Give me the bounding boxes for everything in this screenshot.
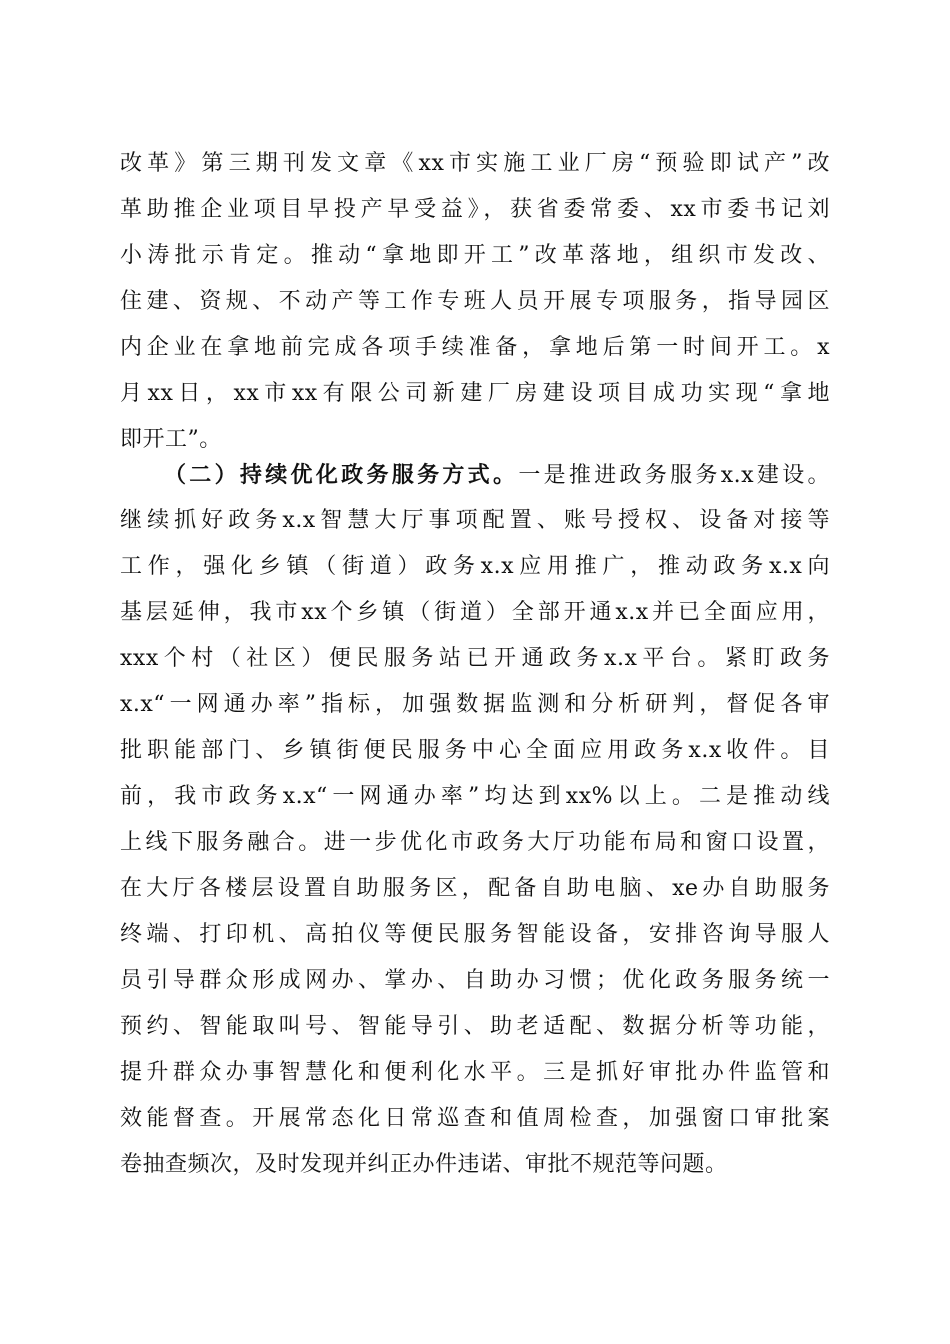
text-line: 效能督查。开展常态化日常巡查和值周检查，加强窗口审批案 — [120, 1106, 830, 1131]
text-line: 即开工”。 — [120, 427, 222, 452]
text-line: 住建、资规、不动产等工作专班人员开展专项服务，指导园区 — [120, 289, 830, 314]
text-line: 预约、智能取叫号、智能导引、助老适配、数据分析等功能， — [120, 1014, 830, 1039]
text-run: 一是推进政务服务x.x建设。 — [518, 463, 830, 488]
text-line: 月xx日，xx市xx有限公司新建厂房建设项目成功实现“拿地 — [120, 381, 830, 406]
text-line: 革助推企业项目早投产早受益》，获省委常委、xx市委书记刘 — [120, 197, 830, 222]
text-line: 继续抓好政务x.x智慧大厅事项配置、账号授权、设备对接等 — [120, 508, 830, 533]
text-line: 卷抽查频次，及时发现并纠正办件违诺、审批不规范等问题。 — [120, 1152, 728, 1177]
paragraph-reform-results — [120, 141, 830, 463]
text-line: 批职能部门、乡镇街便民服务中心全面应用政务x.x收件。目 — [120, 738, 830, 763]
text-line: xxx个村（社区）便民服务站已开通政务x.x平台。紧盯政务 — [120, 646, 830, 671]
text-line: 改革》第三期刊发文章《xx市实施工业厂房“预验即试产”改 — [120, 151, 830, 176]
text-line: 终端、打印机、高拍仪等便民服务智能设备，安排咨询导服人 — [120, 922, 830, 947]
paragraph-government-services — [120, 452, 830, 1188]
text-line: 在大厅各楼层设置自助服务区，配备自助电脑、xe办自助服务 — [120, 876, 830, 901]
text-line: 前，我市政务x.x“一网通办率”均达到xx%以上。二是推动线 — [120, 784, 830, 809]
text-line: 工作，强化乡镇（街道）政务x.x应用推广，推动政务x.x向 — [120, 554, 830, 579]
text-line: x.x“一网通办率”指标，加强数据监测和分析研判，督促各审 — [120, 692, 830, 717]
section-heading: （二）持续优化政务服务方式。 — [164, 462, 519, 488]
paragraph-first-line — [120, 452, 830, 498]
text-line: 上线下服务融合。进一步优化市政务大厅功能布局和窗口设置， — [120, 830, 830, 855]
text-line: 提升群众办事智慧化和便利化水平。三是抓好审批办件监管和 — [120, 1060, 830, 1085]
text-line: 小涛批示肯定。推动“拿地即开工”改革落地，组织市发改、 — [120, 243, 830, 268]
text-line: 基层延伸，我市xx个乡镇（街道）全部开通x.x并已全面应用， — [120, 600, 830, 625]
text-line: 内企业在拿地前完成各项手续准备，拿地后第一时间开工。x — [120, 335, 830, 360]
text-line: 员引导群众形成网办、掌办、自助办习惯；优化政务服务统一 — [120, 968, 830, 993]
